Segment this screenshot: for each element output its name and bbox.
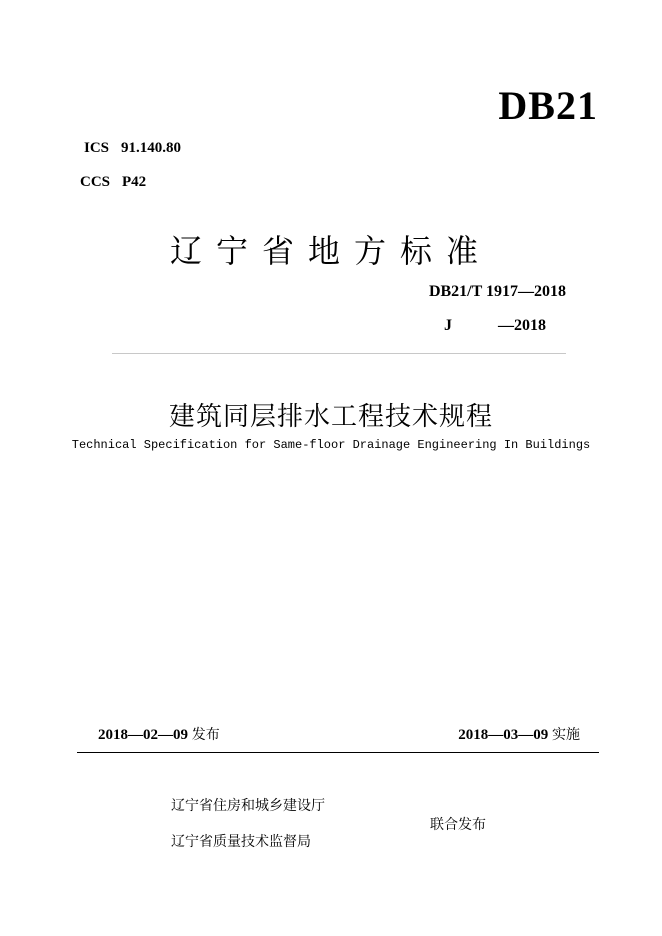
issue-date-line — [98, 724, 220, 744]
issue-date: 2018—02—09 — [98, 727, 188, 743]
implementation-date: 2018—03—09 — [458, 727, 549, 743]
standard-number: DB21/T 1917—2018 — [428, 283, 566, 300]
standard-type-heading: 辽宁省地方标准 — [169, 232, 492, 270]
ics-value: 91.140.80 — [121, 140, 182, 156]
ccs-value: P42 — [122, 174, 147, 190]
implementation-date-line — [458, 724, 580, 744]
header-divider — [112, 353, 566, 354]
document-title-english: Technical Specification for Same-floor Drainage Engineering In Buildings — [71, 438, 591, 452]
issuer-quality-bureau: 辽宁省质量技术监督局 — [171, 834, 311, 850]
ics-label: ICS — [84, 140, 110, 156]
standard-series-code: DB21 — [498, 83, 598, 128]
record-suffix: —2018 — [498, 317, 546, 334]
footer-divider — [77, 752, 599, 753]
document-title-chinese: 建筑同层排水工程技术规程 — [168, 402, 493, 432]
issuer-housing-department: 辽宁省住房和城乡建设厅 — [171, 798, 325, 814]
implementation-label: 实施 — [552, 727, 580, 743]
joint-issue-label: 联合发布 — [430, 817, 486, 833]
record-prefix: J — [444, 317, 452, 334]
ccs-label: CCS — [80, 174, 111, 190]
issue-label: 发布 — [191, 727, 220, 743]
ics-classification — [84, 140, 181, 157]
ccs-classification — [80, 174, 146, 191]
record-number — [444, 317, 546, 335]
